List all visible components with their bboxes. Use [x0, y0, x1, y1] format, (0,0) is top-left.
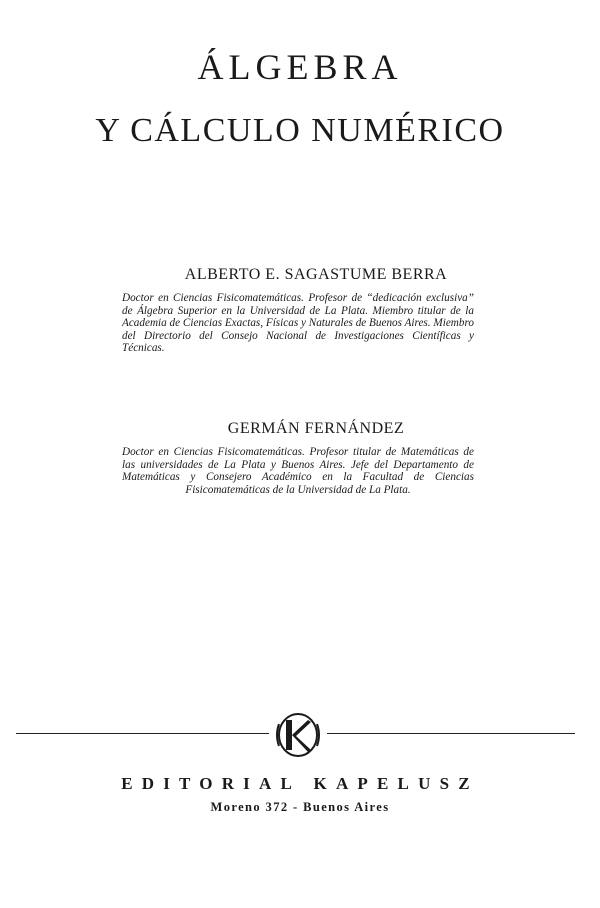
publisher-name: EDITORIAL KAPELUSZ — [121, 774, 479, 793]
author-2-name: GERMÁN FERNÁNDEZ — [227, 420, 405, 437]
divider-right — [327, 733, 575, 734]
divider-left — [16, 733, 269, 734]
author-1-name: ALBERTO E. SAGASTUME BERRA — [184, 266, 448, 283]
author-2-bio: Doctor en Ciencias Fisicomatemáticas. Profesor titular de Matemáticas de las universidades de La Plata y Buenos Aires. Jefe del Departamento de Matemáticas y Consejero Académico en la Facultad de Ciencias Fisicomatemáticas de la Universidad de La Plata. — [122, 446, 474, 496]
author-1-bio: Doctor en Ciencias Fisicomatemáticas. Profesor de “dedicación exclusiva” de Álgebra Superior en la Universidad de La Plata. Miembro titular de la Academia de Ciencias Exactas, Físicas y Naturales de Buenos Aires. Miembro del Directorio del Consejo Nacional de Investigaciones Científicas y Técnicas. — [122, 292, 474, 355]
book-title-line-2: Y CÁLCULO NUMÉRICO — [95, 112, 505, 149]
kapelusz-k-logo-icon — [271, 710, 325, 760]
publisher-address: Moreno 372 - Buenos Aires — [210, 800, 390, 814]
book-title-line-1: ÁLGEBRA — [197, 47, 403, 87]
